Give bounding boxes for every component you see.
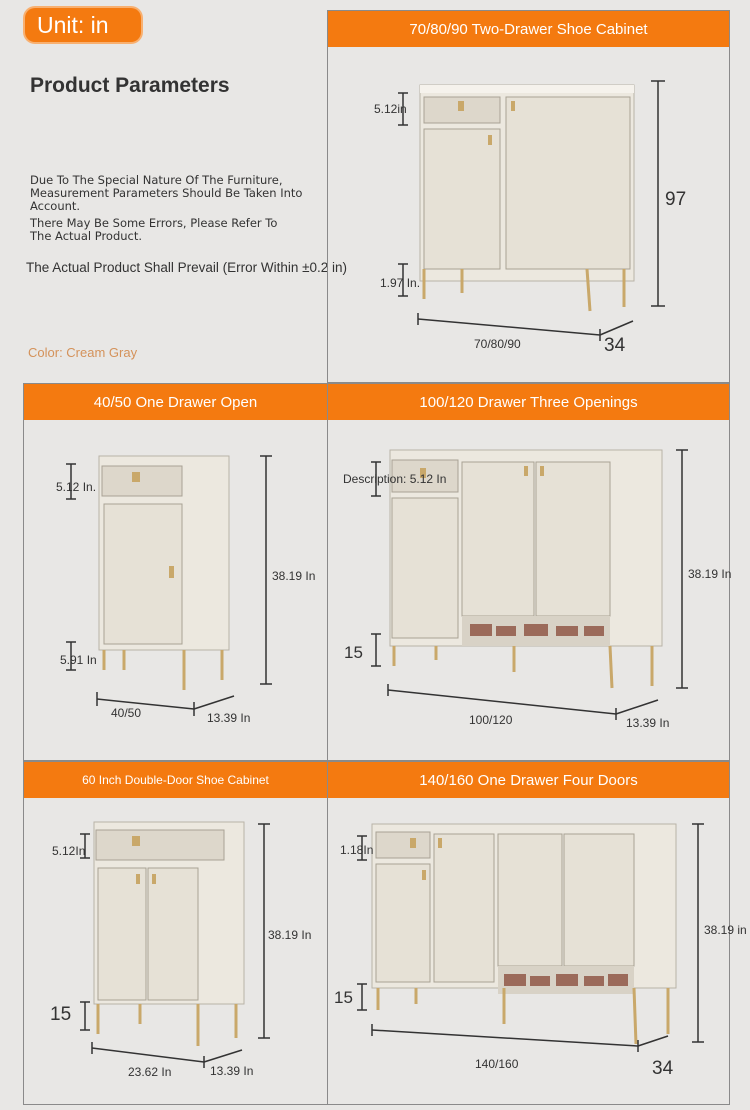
drawer-height-label: 5.12 In. <box>56 480 97 494</box>
measurement-note: Due To The Special Nature Of The Furniture, Measurement Parameters Should Be Taken Into Account. <box>30 173 303 213</box>
drawer-height-label: 1.18In <box>340 843 374 857</box>
leg-height-label: 15 <box>334 988 353 1007</box>
unit-badge: Unit: in <box>25 8 141 42</box>
error-note: There May Be Some Errors, Please Refer To The Actual Product. <box>30 216 278 243</box>
panel-title: 60 Inch Double-Door Shoe Cabinet <box>24 762 327 798</box>
color-label: Color: Cream Gray <box>28 345 138 360</box>
depth-label: 13.39 In <box>210 1064 254 1078</box>
total-height-label: 38.19 In <box>268 928 312 942</box>
width-label: 40/50 <box>111 706 142 720</box>
prevail-note: The Actual Product Shall Prevail (Error Within ±0.2 in) <box>26 260 348 275</box>
leg-height-label: 1.97 In. <box>380 276 421 290</box>
depth-label: 34 <box>652 1058 674 1079</box>
panel-three-openings <box>327 383 730 761</box>
panel-double-door <box>23 761 328 1105</box>
drawer-height-label: 5.12in <box>374 102 407 116</box>
total-height-label: 38.19 In <box>688 567 732 581</box>
width-label: 23.62 In <box>128 1065 172 1079</box>
panel-title: 40/50 One Drawer Open <box>24 384 327 420</box>
leg-height-label: 5.91 In <box>60 653 97 667</box>
leg-height-label: 15 <box>50 1004 72 1025</box>
panel-four-doors <box>327 761 747 1105</box>
panel-one-drawer <box>23 383 328 761</box>
depth-label: 13.39 In <box>626 716 670 730</box>
width-label: 140/160 <box>475 1057 519 1071</box>
width-label: 70/80/90 <box>474 337 521 351</box>
panel-title: 100/120 Drawer Three Openings <box>328 384 729 420</box>
drawer-height-label: 5.12In <box>52 844 86 858</box>
total-height-label: 97 <box>665 189 687 210</box>
leg-height-label: 15 <box>344 643 363 662</box>
depth-label: 13.39 In <box>207 711 251 725</box>
depth-label: 34 <box>604 335 626 356</box>
cabinet-illustration <box>328 762 731 1106</box>
total-height-label: 38.19 In <box>272 569 316 583</box>
total-height-label: 38.19 in <box>704 923 747 937</box>
cabinet-illustration <box>328 384 731 762</box>
panel-title: 70/80/90 Two-Drawer Shoe Cabinet <box>328 11 729 47</box>
panel-title: 140/160 One Drawer Four Doors <box>328 762 729 798</box>
panel-two-drawer <box>327 10 730 383</box>
width-label: 100/120 <box>469 713 513 727</box>
page-title: Product Parameters <box>30 74 230 97</box>
drawer-height-label: Description: 5.12 In <box>343 472 447 486</box>
